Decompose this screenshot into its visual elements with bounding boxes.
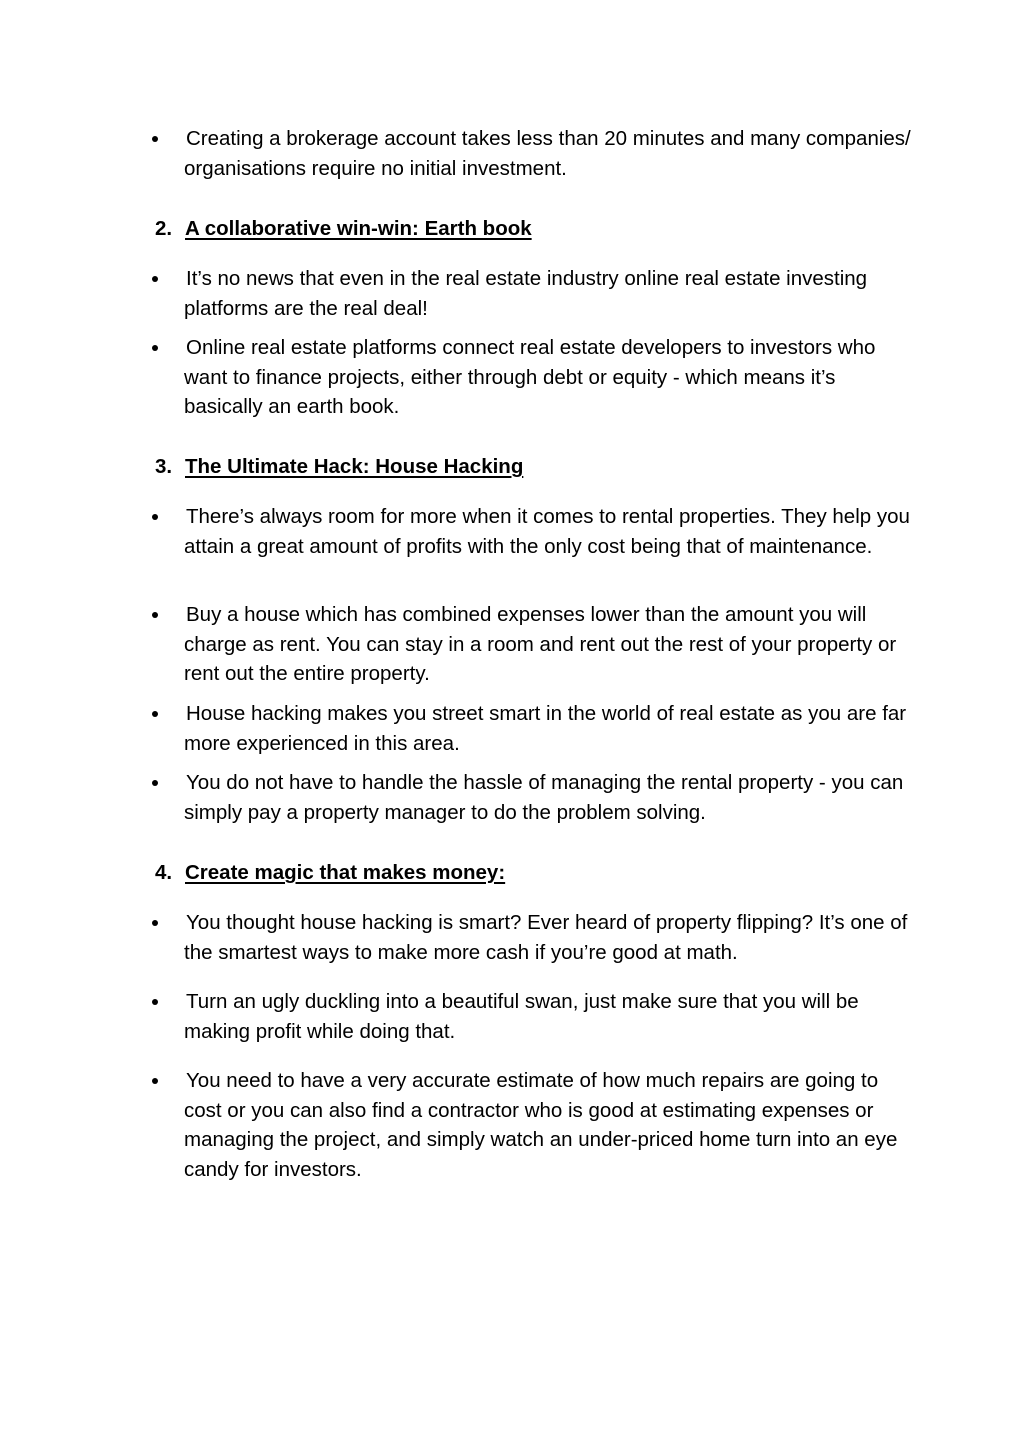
section-title: The Ultimate Hack: House Hacking [185,455,524,478]
list-item: You do not have to handle the hassle of managing the rental property - you can simply pay a property manager to do the problem solving. [152,768,912,827]
section-number: 4. [155,861,173,884]
bullet-icon [152,612,158,618]
section-heading [155,214,532,244]
list-item: There’s always room for more when it comes to rental properties. They help you attain a great amount of profits with the only cost being that of maintenance. [152,502,912,561]
bullet-icon [152,1078,158,1084]
bullet-icon [152,920,158,926]
list-item: You thought house hacking is smart? Ever heard of property flipping? It’s one of the smartest ways to make more cash if you’re good at math. [152,908,912,967]
list-item: It’s no news that even in the real estate industry online real estate investing platforms are the real deal! [152,264,912,323]
bullet-icon [152,276,158,282]
section-number: 3. [155,455,173,478]
list-item: You need to have a very accurate estimate of how much repairs are going to cost or you can also find a contractor who is good at estimating expenses or managing the project, and simply watch an under-priced home turn into an eye candy for investors. [152,1066,912,1184]
bullet-icon [152,136,158,142]
list-item: Online real estate platforms connect real estate developers to investors who want to finance projects, either through debt or equity - which means it’s basically an earth book. [152,333,912,422]
list-item: House hacking makes you street smart in the world of real estate as you are far more experienced in this area. [152,699,912,758]
section-heading [155,858,505,888]
section-number: 2. [155,217,173,240]
section-title: Create magic that makes money: [185,861,506,884]
section-title: A collaborative win-win: Earth book [185,217,532,240]
bullet-icon [152,780,158,786]
list-item: Creating a brokerage account takes less than 20 minutes and many companies/ organisations require no initial investment. [152,124,912,183]
bullet-icon [152,999,158,1005]
section-heading [155,452,523,482]
bullet-icon [152,514,158,520]
list-item: Buy a house which has combined expenses lower than the amount you will charge as rent. You can stay in a room and rent out the rest of your property or rent out the entire property. [152,600,912,689]
list-item: Turn an ugly duckling into a beautiful swan, just make sure that you will be making profit while doing that. [152,987,912,1046]
bullet-icon [152,345,158,351]
bullet-icon [152,711,158,717]
